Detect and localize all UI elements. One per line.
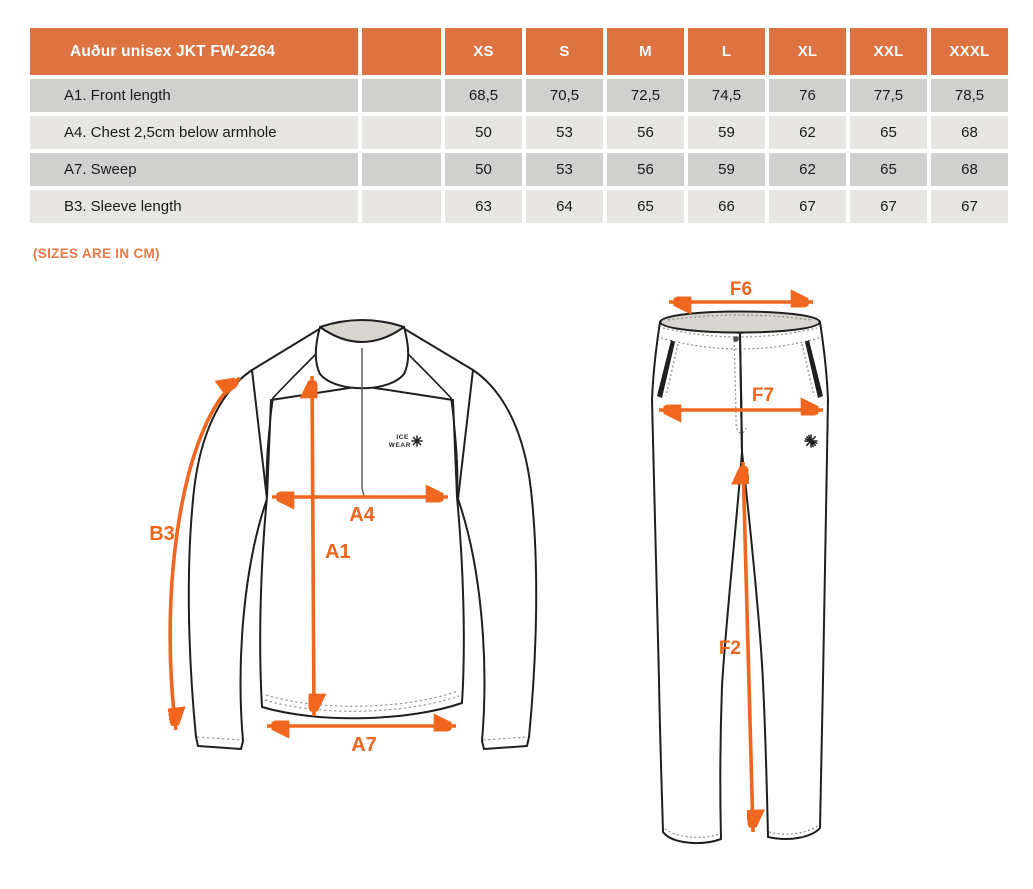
value-cell: 68,5 [445, 79, 522, 112]
snowflake-icon [805, 435, 817, 447]
jacket-shoulder-line-right [403, 328, 473, 370]
value-cell: 65 [850, 153, 927, 186]
value-cell: 68 [931, 153, 1008, 186]
size-header-m: M [607, 28, 684, 75]
row-label-sleeve-length: B3. Sleeve length [30, 190, 358, 223]
row-label-front-length: A1. Front length [30, 79, 358, 112]
value-cell: 64 [526, 190, 603, 223]
value-cell: 56 [607, 153, 684, 186]
measurement-label-a7: A7 [351, 734, 377, 756]
value-cell: 70,5 [526, 79, 603, 112]
row-spacer-cell [362, 190, 441, 223]
logo-text-line2: WEAR [388, 442, 411, 449]
value-cell: 67 [769, 190, 846, 223]
pants-diagram [640, 280, 840, 865]
value-cell: 53 [526, 116, 603, 149]
jacket-left-sleeve [189, 370, 267, 749]
size-header-xxl: XXL [850, 28, 927, 75]
waist-button [733, 336, 739, 342]
product-title: Auður unisex JKT FW-2264 [70, 42, 276, 60]
value-cell: 65 [850, 116, 927, 149]
value-cell: 74,5 [688, 79, 765, 112]
value-cell: 59 [688, 116, 765, 149]
value-cell: 67 [931, 190, 1008, 223]
value-cell: 78,5 [931, 79, 1008, 112]
value-cell: 67 [850, 190, 927, 223]
measurement-label-a4: A4 [349, 504, 375, 526]
pants-left-leg [652, 322, 742, 843]
sizes-unit-note: (SIZES ARE IN CM) [33, 246, 160, 261]
value-cell: 66 [688, 190, 765, 223]
measurement-label-b3: B3 [149, 523, 175, 545]
row-spacer-cell [362, 116, 441, 149]
jacket-diagram [140, 300, 590, 780]
value-cell: 62 [769, 116, 846, 149]
size-chart-table [30, 28, 1008, 223]
measurement-label-f2: F2 [718, 638, 741, 659]
value-cell: 63 [445, 190, 522, 223]
row-label-chest: A4. Chest 2,5cm below armhole [30, 116, 358, 149]
row-label-sweep: A7. Sweep [30, 153, 358, 186]
value-cell: 77,5 [850, 79, 927, 112]
jacket-shoulder-line-left [252, 328, 321, 370]
size-header-xxxl: XXXL [931, 28, 1008, 75]
value-cell: 50 [445, 116, 522, 149]
value-cell: 50 [445, 153, 522, 186]
header-spacer-cell [362, 28, 441, 75]
measurement-label-a1: A1 [325, 541, 351, 563]
value-cell: 59 [688, 153, 765, 186]
row-spacer-cell [362, 79, 441, 112]
size-header-xs: XS [445, 28, 522, 75]
row-spacer-cell [362, 153, 441, 186]
size-header-l: L [688, 28, 765, 75]
jacket-right-sleeve [458, 370, 536, 749]
value-cell: 76 [769, 79, 846, 112]
logo-text-line1: ICE [396, 434, 409, 441]
value-cell: 68 [931, 116, 1008, 149]
value-cell: 72,5 [607, 79, 684, 112]
size-header-xl: XL [769, 28, 846, 75]
measurement-label-f6: F6 [729, 280, 753, 300]
measurement-arrow-a1 [312, 376, 314, 716]
snowflake-icon [412, 436, 422, 446]
pants-outline [652, 312, 828, 844]
size-header-s: S [526, 28, 603, 75]
value-cell: 56 [607, 116, 684, 149]
table-title-cell [30, 28, 358, 75]
value-cell: 65 [607, 190, 684, 223]
value-cell: 53 [526, 153, 603, 186]
measurement-label-f7: F7 [751, 385, 775, 406]
value-cell: 62 [769, 153, 846, 186]
